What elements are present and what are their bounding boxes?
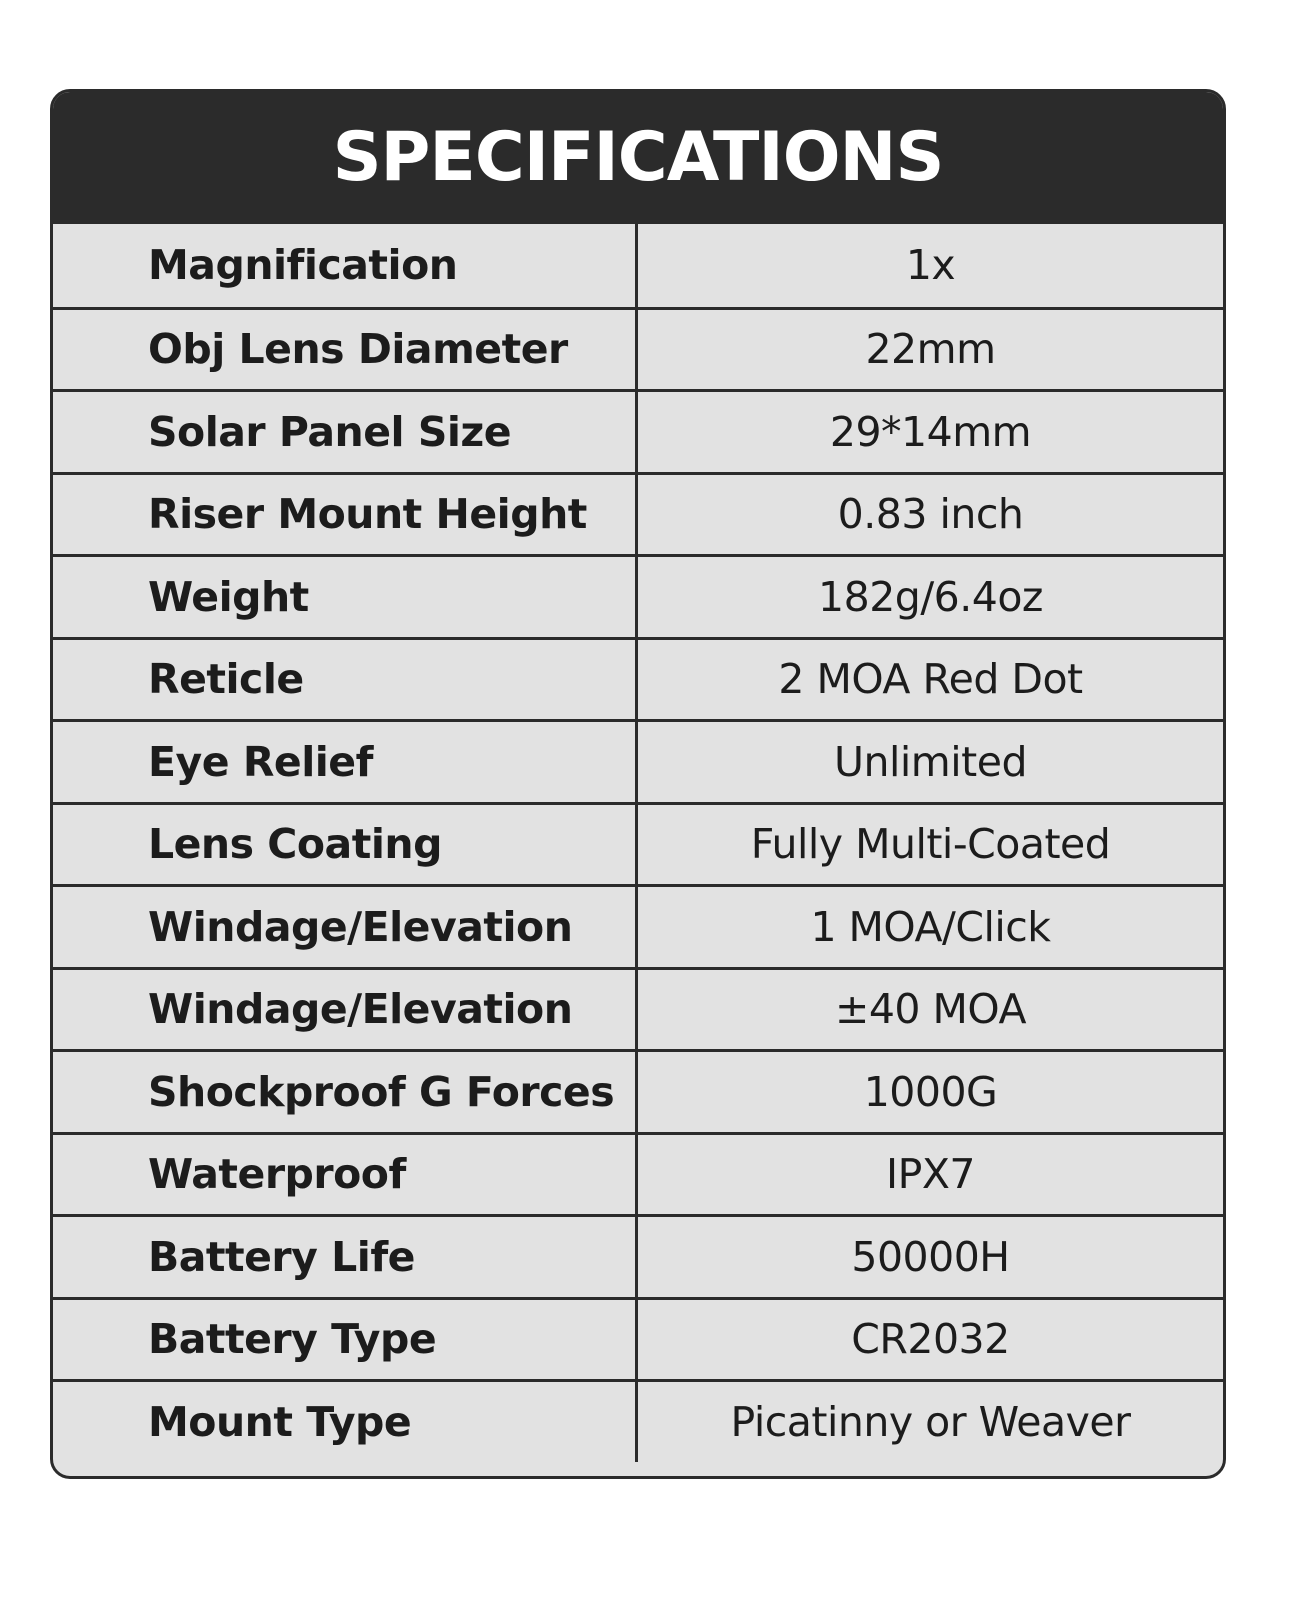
specifications-header — [53, 92, 1223, 224]
spec-row-solar-panel-size — [53, 389, 1223, 472]
spec-label: Mount Type — [53, 1382, 638, 1462]
specifications-table-card — [50, 89, 1226, 1479]
spec-row-shockproof-g-forces — [53, 1049, 1223, 1132]
spec-label: Windage/Elevation — [53, 887, 638, 967]
spec-label: Lens Coating — [53, 805, 638, 885]
spec-row-mount-type — [53, 1379, 1223, 1462]
spec-row-windage-elevation-range — [53, 967, 1223, 1050]
spec-label: Solar Panel Size — [53, 392, 638, 472]
spec-value: CR2032 — [851, 1315, 1010, 1364]
spec-label: Battery Type — [53, 1300, 638, 1380]
spec-label: Windage/Elevation — [53, 970, 638, 1050]
specifications-title: SPECIFICATIONS — [332, 118, 944, 197]
spec-row-obj-lens-diameter — [53, 307, 1223, 390]
spec-value: Unlimited — [834, 737, 1027, 786]
spec-label: Battery Life — [53, 1217, 638, 1297]
specifications-table — [53, 224, 1223, 1462]
spec-row-reticle — [53, 637, 1223, 720]
spec-label: Waterproof — [53, 1135, 638, 1215]
spec-label: Magnification — [53, 224, 638, 307]
spec-value: 2 MOA Red Dot — [778, 655, 1083, 704]
spec-row-lens-coating — [53, 802, 1223, 885]
spec-label: Obj Lens Diameter — [53, 310, 638, 390]
spec-row-weight — [53, 554, 1223, 637]
spec-value: 29*14mm — [829, 407, 1032, 456]
spec-value: Fully Multi-Coated — [750, 820, 1111, 869]
spec-value: 22mm — [865, 325, 996, 374]
spec-value: 182g/6.4oz — [818, 572, 1043, 621]
spec-value: 1x — [905, 241, 956, 290]
spec-value: Picatinny or Weaver — [730, 1397, 1131, 1446]
spec-row-magnification — [53, 224, 1223, 307]
spec-row-windage-elevation-click — [53, 884, 1223, 967]
spec-value: 50000H — [851, 1232, 1010, 1281]
spec-label: Eye Relief — [53, 722, 638, 802]
spec-value: 0.83 inch — [837, 490, 1024, 539]
spec-label: Shockproof G Forces — [53, 1052, 638, 1132]
spec-value: 1 MOA/Click — [810, 902, 1051, 951]
spec-label: Riser Mount Height — [53, 475, 638, 555]
spec-label: Weight — [53, 557, 638, 637]
spec-value: 1000G — [863, 1067, 998, 1116]
spec-value: ±40 MOA — [834, 985, 1027, 1034]
spec-row-waterproof — [53, 1132, 1223, 1215]
spec-row-riser-mount-height — [53, 472, 1223, 555]
spec-value: IPX7 — [886, 1150, 975, 1199]
spec-row-eye-relief — [53, 719, 1223, 802]
spec-row-battery-life — [53, 1214, 1223, 1297]
spec-row-battery-type — [53, 1297, 1223, 1380]
spec-label: Reticle — [53, 640, 638, 720]
